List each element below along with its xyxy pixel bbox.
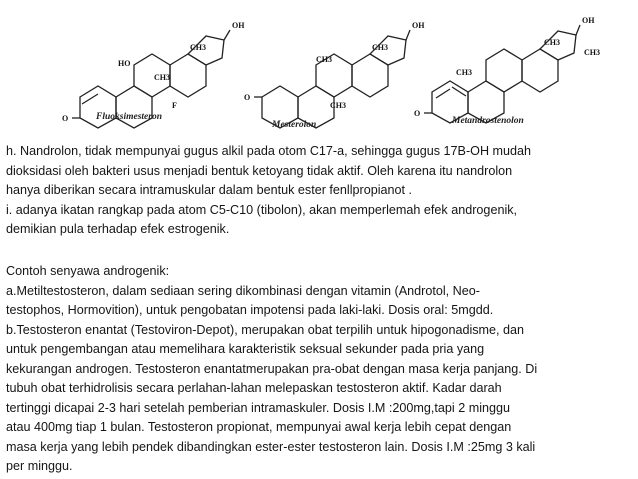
text-line: hanya diberikan secara intramuskular dalam bentuk ester fenllpropianot . — [6, 183, 413, 197]
atom-label: O — [414, 109, 421, 118]
structure-name-mesterolon: Mesterolon — [272, 120, 317, 130]
text-line: tertinggi dicapai 2-3 hari setelah pemberian intramaskuler. Dosis I.M :200mg,tapi 2 minggu — [6, 400, 511, 415]
text-line: Contoh senyawa androgenik: — [6, 264, 170, 278]
text-line: kekurangan androgen. Testosteron enantatmerupakan pra-obat dengan masa kerja panjang. Di — [6, 361, 538, 376]
text-line: b.Testosteron enantat (Testoviron-Depot), merupakan obat terpilih untuk hipogonadisme, dan — [6, 322, 525, 337]
text-line: dioksidasi oleh bakteri usus menjadi bentuk ketoyang tidak aktif. Oleh karena itu nandrolon — [6, 163, 513, 178]
steroid-structures-figure — [0, 0, 638, 140]
text-line: demikian pula terhadap efek estrogenik. — [6, 222, 230, 236]
atom-label: CH3 — [544, 38, 560, 47]
text-line: tubuh obat terhidrolisis secara perlahan-lahan melepaskan testosteron aktif. Kadar darah — [6, 381, 502, 395]
text-line: h. Nandrolon, tidak mempunyai gugus alkil pada otom C17-a, sehingga gugus 17B-OH mudah — [6, 144, 532, 158]
atom-label: CH3 — [316, 55, 332, 64]
atom-label: OH — [412, 21, 425, 30]
text-line: untuk pengembangan atau memelihara karakteristik seksual sekunder pada pria yang — [6, 342, 485, 356]
atom-label: CH3 — [456, 68, 472, 77]
paragraph-contoh-senyawa — [6, 262, 632, 477]
atom-label: F — [172, 101, 177, 110]
atom-label: CH3 — [584, 48, 600, 57]
atom-label: OH — [232, 21, 245, 30]
text-line: atau 400mg tiap 1 bulan. Testosteron propionat, mempunyai awal kerja lebih cepat dengan — [6, 420, 512, 434]
structure-name-fluoksimesteron: Fluoksimesteron — [96, 112, 162, 122]
atom-label: CH3 — [372, 43, 388, 52]
text-line: i. adanya ikatan rangkap pada atom C5-C10 (tibolon), akan memperlemah efek androgenik, — [6, 202, 518, 217]
atom-label: HO — [118, 59, 131, 68]
paragraph-nandrolon — [6, 142, 634, 240]
atom-label: CH3 — [190, 43, 206, 52]
text-line: per minggu. — [6, 459, 73, 473]
atom-label: OH — [582, 16, 595, 25]
text-line: testophos, Hormovition), untuk pengobatan impotensi pada laki-laki. Dosis oral: 5mgdd. — [6, 303, 494, 317]
atom-label: O — [244, 93, 251, 102]
atom-label: CH3 — [330, 101, 346, 110]
atom-label: O — [62, 114, 69, 123]
structure-name-metandrostenolon: Metandrostenolon — [452, 116, 524, 126]
text-line: a.Metiltestosteron, dalam sediaan sering dikombinasi dengan vitamin (Androtol, Neo- — [6, 283, 480, 298]
text-line: masa kerja yang lebih pendek dibandingkan ester-ester testosteron lain. Dosis I.M :25mg 3 kali — [6, 439, 536, 454]
atom-label: CH3 — [154, 73, 170, 82]
